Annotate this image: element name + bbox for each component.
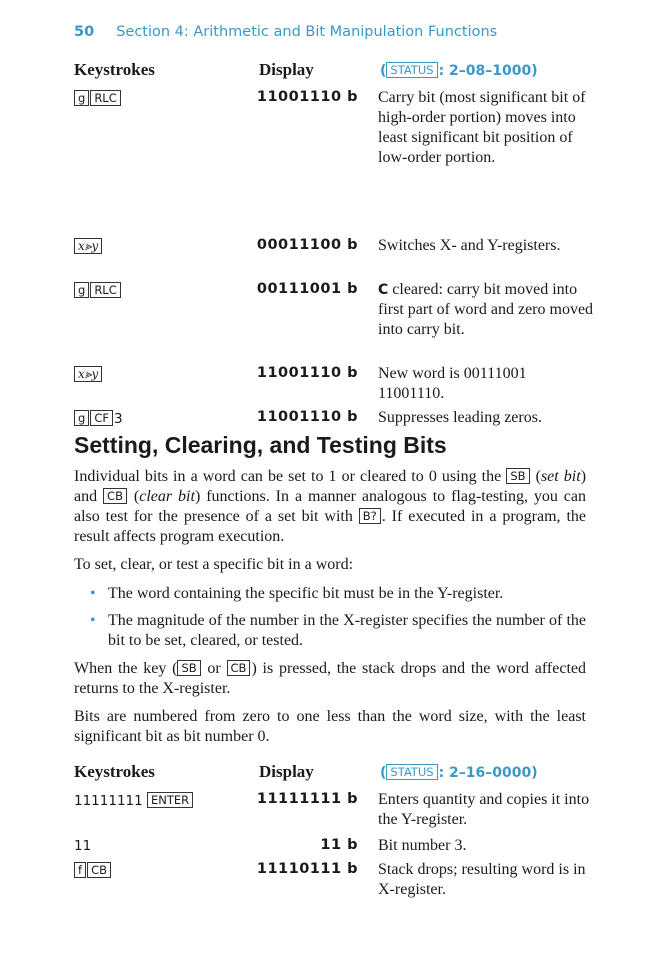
key-cb: CB bbox=[227, 660, 251, 676]
page-header bbox=[74, 24, 497, 40]
display-value: 00111001 b bbox=[256, 281, 358, 297]
table-row bbox=[74, 88, 594, 236]
key-rlc: RLC bbox=[90, 282, 120, 298]
display-value: 11001110 b bbox=[256, 409, 358, 425]
keystrokes bbox=[74, 90, 122, 107]
comment: Stack drops; resulting word is in X-register. bbox=[378, 861, 586, 898]
display-value: 00011100 b bbox=[256, 237, 358, 253]
key-press-paragraph: When the key ( SB or CB ) is pressed, the stack drops and the word affected returns to the X-register. bbox=[74, 660, 587, 697]
table-header bbox=[74, 762, 594, 790]
keystrokes bbox=[74, 282, 122, 299]
keystroke-table-1 bbox=[74, 60, 594, 452]
intro-paragraph: Individual bits in a word can be set to 1 or cleared to 0 using the SB (set bit) and CB (clear bit) functions. In a manner analogous to flag-testing, you can also test for the presence of a set bit with B? . If executed in a program, the result affects program execution. bbox=[74, 468, 587, 545]
digit-entry: 11111111 bbox=[74, 793, 143, 809]
keystrokes bbox=[74, 792, 194, 809]
key-cf: CF bbox=[90, 410, 113, 426]
col-keystrokes: Keystrokes bbox=[74, 60, 155, 79]
status-indicator: ( STATUS : 2–08–1000) bbox=[380, 63, 538, 79]
key-sb: SB bbox=[177, 660, 200, 676]
col-keystrokes: Keystrokes bbox=[74, 762, 155, 781]
page-number: 50 bbox=[74, 24, 95, 40]
bullet-item: • The word containing the specific bit must be in the Y-register. bbox=[94, 584, 586, 604]
comment: Carry bit (most significant bit of high-order portion) moves into least significant bit position of low-order portion. bbox=[378, 89, 586, 166]
carry-flag: C bbox=[378, 282, 389, 298]
status-key: STATUS bbox=[386, 764, 437, 780]
key-enter: ENTER bbox=[147, 792, 193, 808]
table-row bbox=[74, 280, 594, 364]
display-value: 11001110 b bbox=[256, 89, 358, 105]
key-x-exchange-y: x⪢y bbox=[74, 366, 102, 382]
key-x-exchange-y: x⪢y bbox=[74, 238, 102, 254]
table-header bbox=[74, 60, 594, 88]
comment: Switches X- and Y-registers. bbox=[378, 237, 561, 254]
keystrokes bbox=[74, 862, 112, 879]
key-g: g bbox=[74, 90, 89, 106]
section-heading: Setting, Clearing, and Testing Bits bbox=[74, 432, 447, 458]
bit-numbering-paragraph: Bits are numbered from zero to one less than the word size, with the least significant bit as bit number 0. bbox=[74, 708, 586, 745]
comment: C cleared: carry bit moved into first part of word and zero moved into carry bit. bbox=[378, 281, 594, 338]
keystrokes bbox=[74, 838, 91, 854]
comment: New word is 00111001 11001110. bbox=[378, 365, 527, 402]
bullet-item: • The magnitude of the number in the X-register specifies the number of the bit to be set, cleared, or tested. bbox=[94, 611, 586, 651]
status-indicator: ( STATUS : 2–16–0000) bbox=[380, 765, 538, 781]
section-title-header: Section 4: Arithmetic and Bit Manipulation Functions bbox=[116, 24, 498, 40]
status-key: STATUS bbox=[386, 62, 437, 78]
key-g: g bbox=[74, 410, 89, 426]
display-value: 11 b bbox=[320, 837, 358, 853]
table-row bbox=[74, 790, 594, 836]
table-row bbox=[74, 860, 594, 904]
key-rlc: RLC bbox=[90, 90, 120, 106]
keystroke-table-2 bbox=[74, 762, 594, 904]
comment: Bit number 3. bbox=[378, 837, 467, 854]
key-sb: SB bbox=[506, 468, 529, 484]
table-row bbox=[74, 364, 594, 408]
keystrokes bbox=[74, 410, 123, 427]
display-value: 11110111 b bbox=[256, 861, 358, 877]
instruction-paragraph: To set, clear, or test a specific bit in a word: bbox=[74, 556, 354, 573]
key-cb: CB bbox=[87, 862, 111, 878]
key-f: f bbox=[74, 862, 86, 878]
display-value: 11111111 b bbox=[256, 791, 358, 807]
table-row bbox=[74, 236, 594, 280]
digit-entry: 11 bbox=[74, 838, 92, 854]
comment: Enters quantity and copies it into the Y-register. bbox=[378, 791, 590, 828]
keystrokes bbox=[74, 238, 103, 255]
col-display: Display bbox=[259, 762, 314, 781]
col-display: Display bbox=[259, 60, 314, 79]
key-digit: 3 bbox=[113, 411, 123, 427]
key-cb: CB bbox=[103, 488, 127, 504]
key-b-test: B? bbox=[359, 508, 381, 524]
display-value: 11001110 b bbox=[256, 365, 358, 381]
comment: Suppresses leading zeros. bbox=[378, 409, 542, 426]
table-row bbox=[74, 836, 594, 860]
key-g: g bbox=[74, 282, 89, 298]
keystrokes bbox=[74, 366, 103, 383]
